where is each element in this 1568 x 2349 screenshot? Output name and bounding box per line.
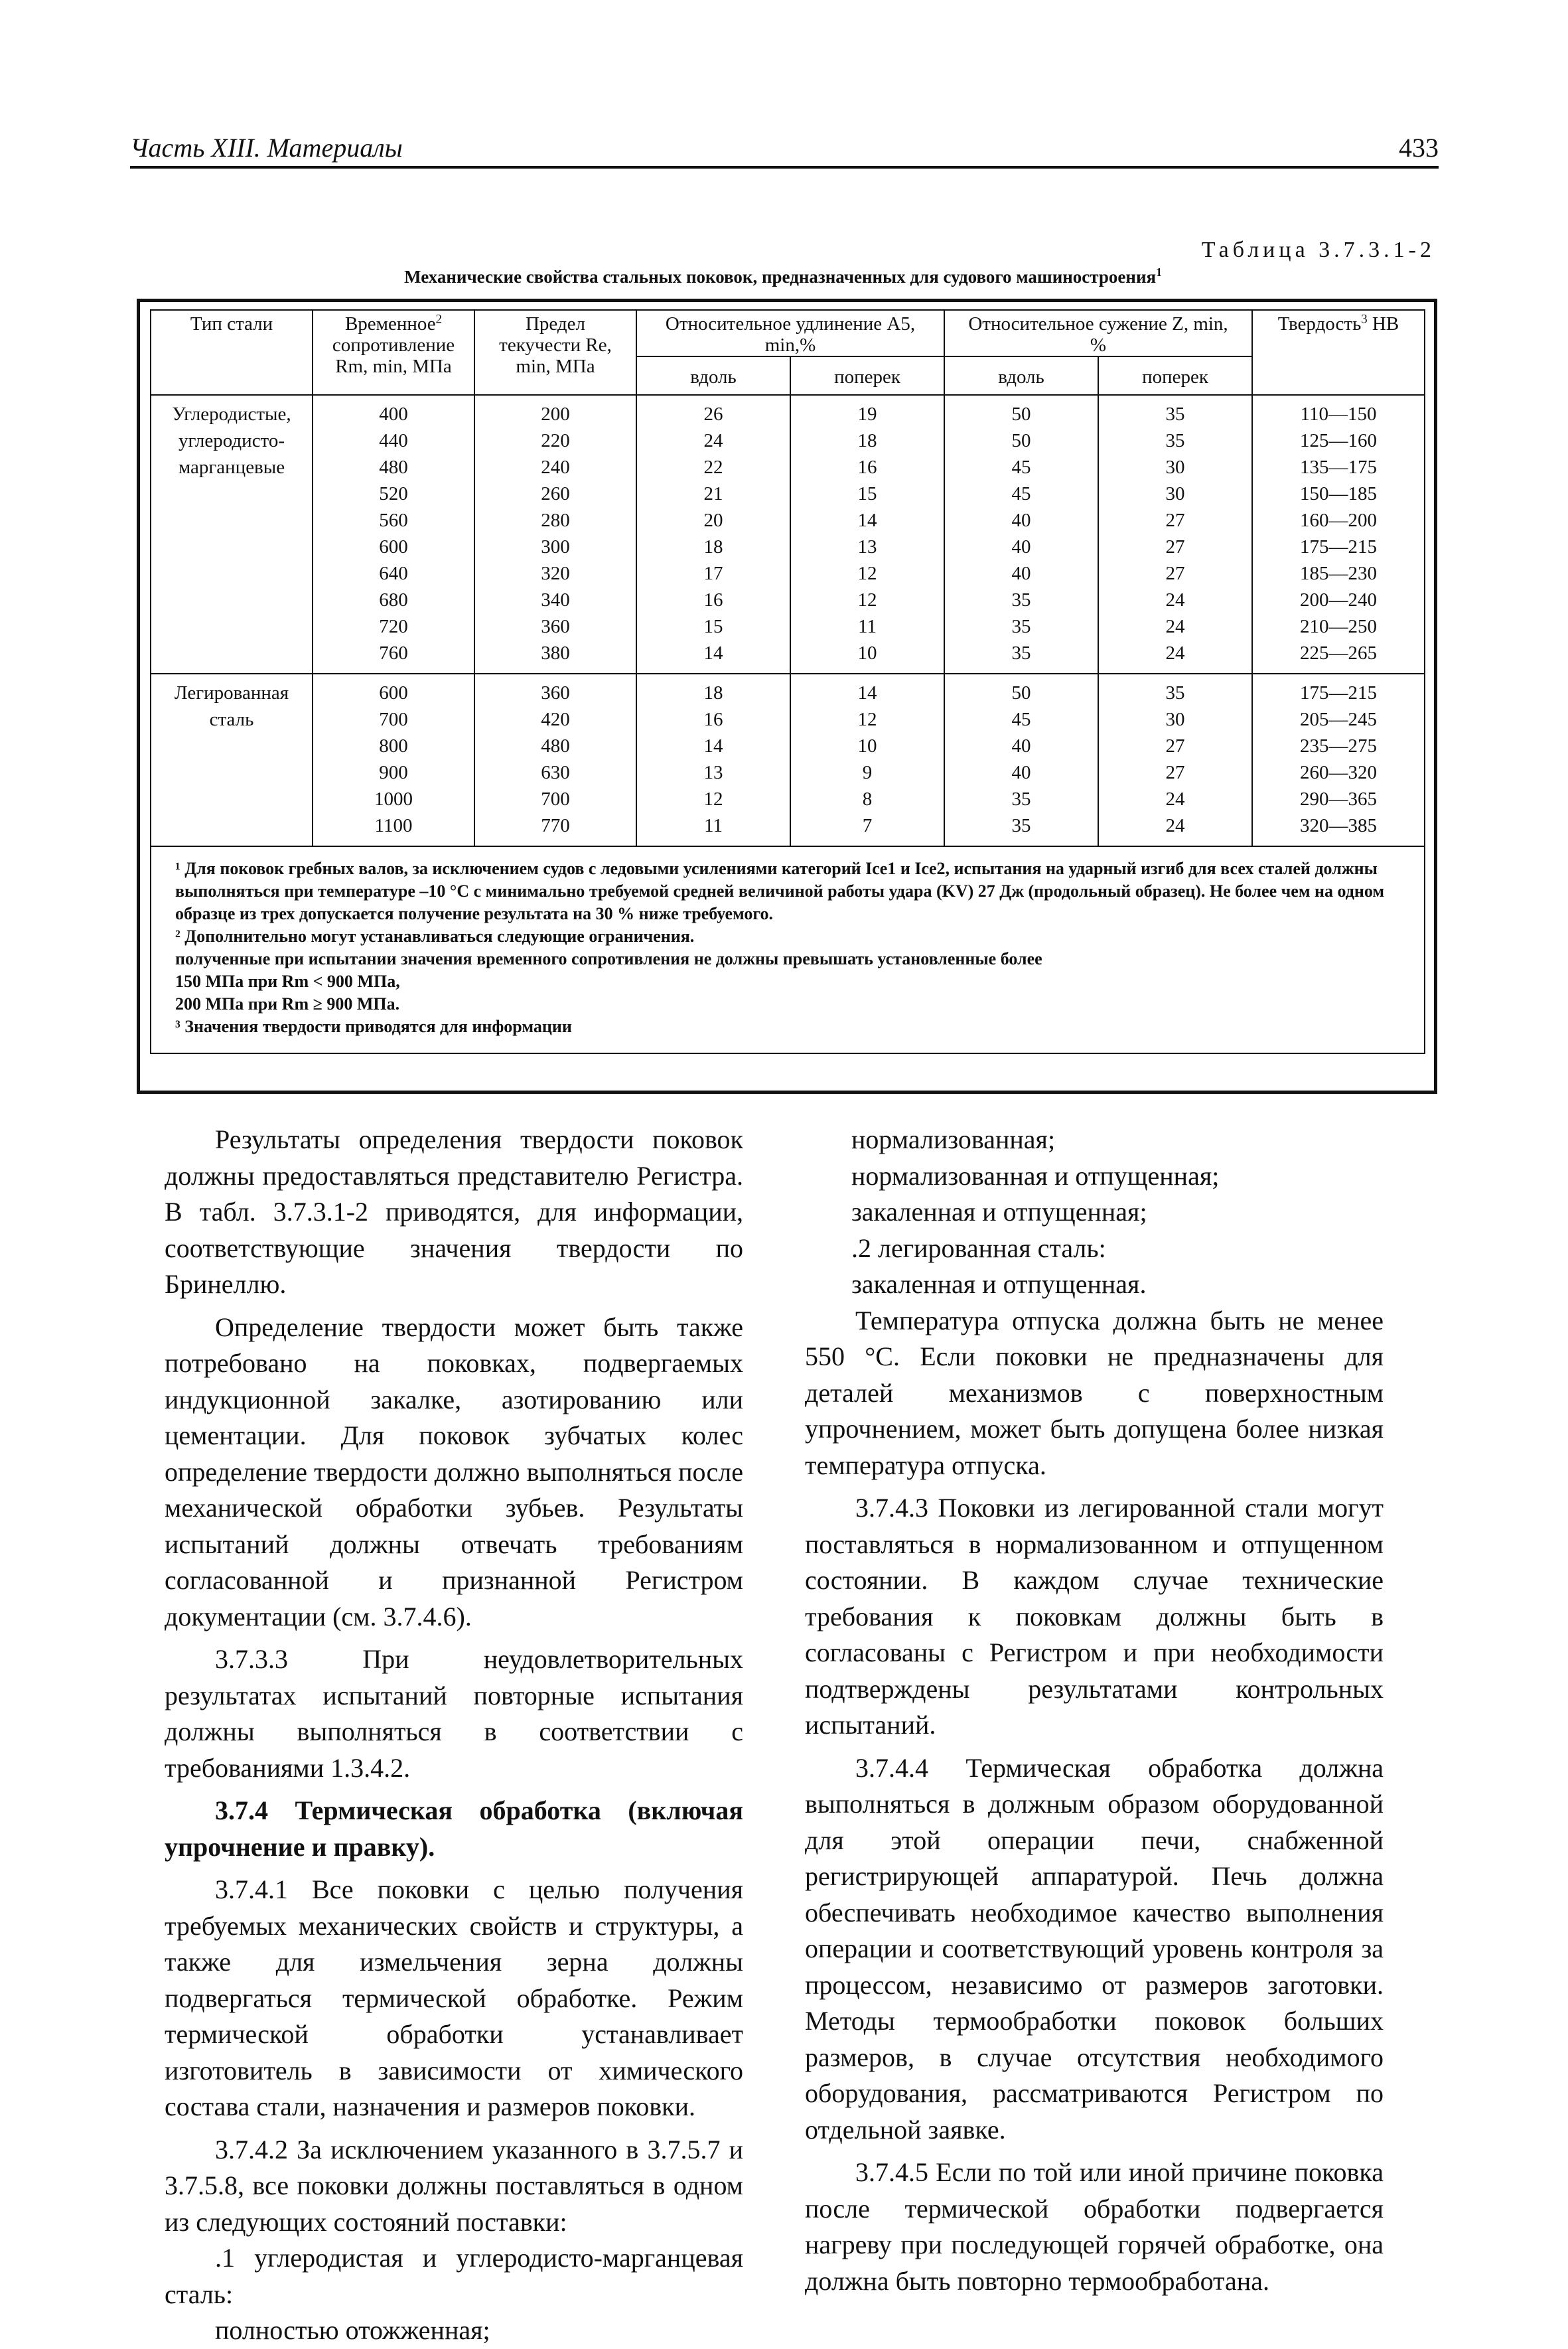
note-2-text: полученные при испытании значения временного сопротивления не должны превышать установленные более [175,949,1042,968]
header-elongation-across: поперек [790,356,944,395]
list-item-1: .1 углеродистая и углеродисто-марганцевая сталь: [165,2243,743,2309]
table-title-text: Механические свойства стальных поковок, предназначенных для судового машиностроения [404,267,1157,287]
group-alloy [151,674,1425,846]
paragraph: Определение твердости может быть также потребовано на поковках, подвергаемых индукционной закалке, азотированию или цементации. Для поковок зубчатых колес определение твердости должно выполняться после механической обработки зубьев. Результаты испытаний должны отвечать требованиям согласованной и признанной Регистром документации (см. 3.7.4.6). [165,1312,743,1631]
paragraph-3743: 3.7.4.3 Поковки из легированной стали могут поставляться в нормализованном и отпущенном состоянии. В каждом случае технические требования к поковкам должны быть в согласованы с Регистром и при необходимости подтверждены результатами контрольных испытаний. [805,1493,1384,1740]
col-elong-across: 14 12 10 9 8 7 [790,674,944,846]
col-elong-along: 18 16 14 13 12 11 [636,674,790,846]
header-reduction-along: вдоль [944,356,1098,395]
group-name-carbon: Углеродистые, углеродисто- марганцевые [151,395,313,674]
col-yield: 360 420 480 630 700 770 [474,674,636,846]
header-yield-strength: Предел текучести Re, min, МПа [474,310,636,395]
list-subitem: закаленная и отпущенная; [851,1197,1147,1227]
col-elong-along: 26 24 22 21 20 18 17 16 15 14 [636,395,790,674]
table-label: Таблица 3.7.3.1-2 [1201,238,1435,262]
note-2-limit-2: 200 МПа при Rm ≥ 900 МПа. [175,994,400,1014]
paragraph-3745: 3.7.4.5 Если по той или иной причине поковка после термической обработки подвергается нагреву при последующей горячей обработке, она должна быть повторно термообработана. [805,2157,1384,2296]
col-yield: 200 220 240 260 280 300 320 340 360 380 [474,395,636,674]
note-2: ² Дополнительно могут устанавливаться следующие ограничения. [175,927,695,946]
col-red-along: 50 45 40 40 35 35 [944,674,1098,846]
list-subitem: нормализованная и отпущенная; [851,1160,1220,1191]
col-hardness: 110—150 125—160 135—175 150—185 160—200 175—215 185—230 200—240 210—250 225—265 [1252,395,1425,674]
table-notes [151,846,1425,1053]
col-tensile: 400 440 480 520 560 600 640 680 720 760 [313,395,474,674]
note-1: ¹ Для поковок гребных валов, за исключением судов с ледовыми усилениями категорий Ice1 и Ice2, испытания на ударный изгиб для всех сталей должны выполняться при температуре –10 °С с минимально требуемой средней величиной работы удара (KV) 27 Дж (продольный образец). Не более чем на одном образце из трех допускается получение результата на 30 % ниже требуемого. [175,859,1385,923]
col-red-along: 50 50 45 45 40 40 40 35 35 35 [944,395,1098,674]
col-elong-across: 19 18 16 15 14 13 12 12 11 10 [790,395,944,674]
mechanical-properties-table [150,309,1425,1054]
right-column [805,1122,1384,2299]
col-red-across: 35 30 27 27 24 24 [1098,674,1252,846]
section-heading-374: 3.7.4 Термическая обработка (включая упрочнение и правку). [165,1795,743,1862]
col-hardness: 175—215 205—245 235—275 260—320 290—365 320—385 [1252,674,1425,846]
table-title [133,267,1433,287]
header-reduction-across: поперек [1098,356,1252,395]
table-title-sup: 1 [1156,265,1162,279]
table-notes-row [151,846,1425,1053]
header-elongation-along: вдоль [636,356,790,395]
left-column [165,1122,743,2349]
paragraph-3733: 3.7.3.3 При неудовлетворительных результатах испытаний повторные испытания должны выполняться в соответствии с требованиями 1.3.4.2. [165,1644,743,1783]
note-3: ³ Значения твердости приводятся для информации [175,1017,572,1036]
list-subitem: полностью отожженная; [215,2315,490,2345]
paragraph-3744: 3.7.4.4 Термическая обработка должна выполняться в должным образом оборудованной для этой операции печи, снабженной регистрирующей аппаратурой. Печь должна обеспечивать необходимое качество выполнения операции и соответствующий уровень контроля за процессом, независимо от размеров заготовки. Методы термообработки поковок больших размеров, в случае отсутствия необходимого оборудования, рассматриваются Регистром по отдельной заявке. [805,1752,1384,2145]
note-2-limit-1: 150 МПа при Rm < 900 МПа, [175,972,400,991]
list-subitem: нормализованная; [851,1124,1056,1154]
part-title: Часть XIII. Материалы [130,133,403,163]
col-red-across: 35 35 30 30 27 27 27 24 24 24 [1098,395,1252,674]
paragraph-3742: 3.7.4.2 За исключением указанного в 3.7.5.7 и 3.7.5.8, все поковки должны поставляться в одном из следующих состояний поставки: [165,2134,743,2237]
header-reduction: Относительное сужение Z, min, % [944,310,1252,356]
header-elongation: Относительное удлинение A5, min,% [636,310,944,356]
paragraph-temper: Температура отпуска должна быть не менее 550 °С. Если поковки не предназначены для деталей механизмов с поверхностным упрочнением, может быть допущена более низкая температура отпуска. [805,1305,1384,1480]
paragraph: Результаты определения твердости поковок должны предоставляться представителю Регистра. В табл. 3.7.3.1-2 приводятся, для информации, соответствующие значения твердости по Бринеллю. [165,1124,743,1299]
group-name-alloy: Легированная сталь [151,674,313,846]
list-subitem: закаленная и отпущенная. [851,1269,1147,1299]
group-carbon [151,395,1425,674]
list-item-2: .2 легированная сталь: [851,1233,1106,1263]
col-tensile: 600 700 800 900 1000 1100 [313,674,474,846]
page-number: 433 [1399,133,1439,163]
header-steel-type: Тип стали [151,310,313,395]
paragraph-3741: 3.7.4.1 Все поковки с целью получения требуемых механических свойств и структуры, а также для измельчения зерна должны подвергаться термической обработке. Режим термической обработки устанавливает изготовитель в зависимости от химического состава стали, назначения и размеров поковки. [165,1874,743,2121]
running-header [130,125,1439,169]
header-hardness: Твердость$^3$ HB [1252,310,1425,395]
header-tensile-strength: Временное$^2$ сопротивление Rm, min, МПа [313,310,474,395]
